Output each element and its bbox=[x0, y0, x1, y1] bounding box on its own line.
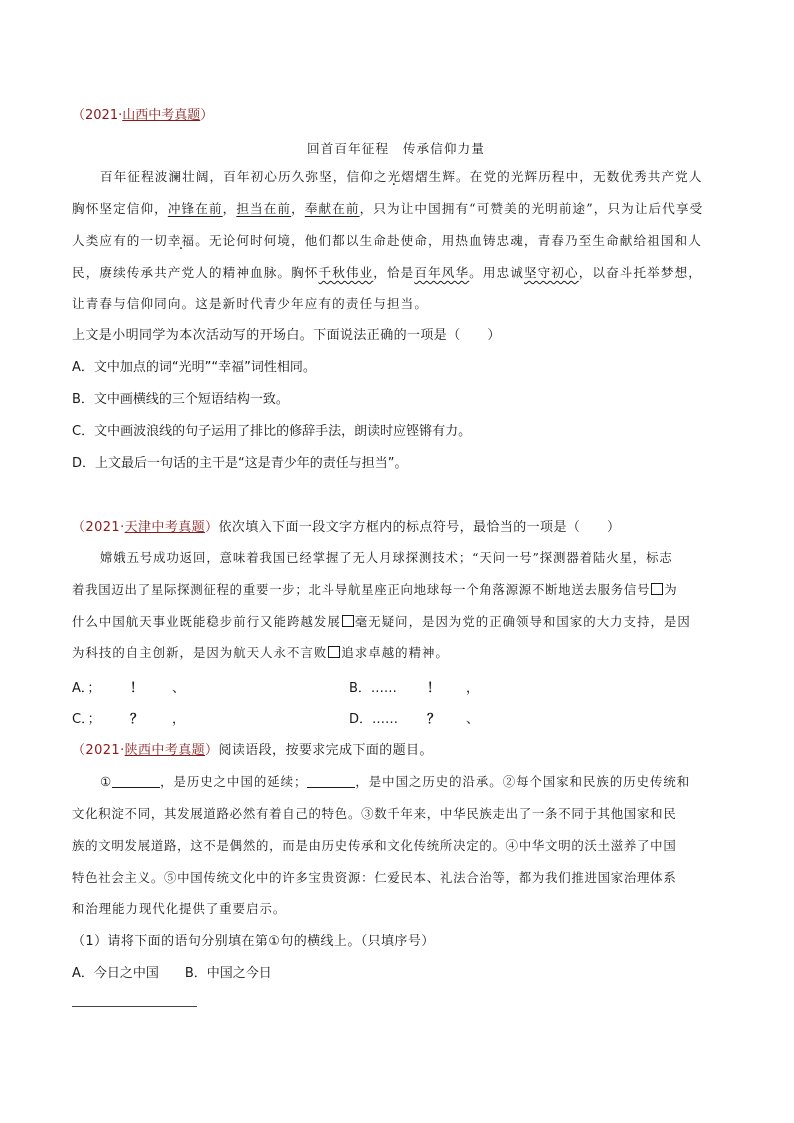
q1-source-city: 山西中考真题 bbox=[122, 108, 201, 123]
dotted-word-xingfu: 幸福 bbox=[167, 233, 196, 248]
wavy-phrase-2: 百年风华 bbox=[414, 265, 470, 280]
q1-option-d: D．上文最后一句话的主干是“这是青少年的责任与担当”。 bbox=[72, 456, 408, 471]
q1-stem: 上文是小明同学为本次活动写的开场白。下面说法正确的一项是（ ） bbox=[72, 328, 501, 343]
q3-passage-line-3: 族的文明发展道路，这不是偶然的，而是由历史传承和文化传统所决定的。④中华文明的沃土滋养了中国 bbox=[72, 838, 677, 853]
q1-option-b: B．文中画横线的三个短语结构一致。 bbox=[72, 392, 289, 407]
q3-stem: 阅读语段，按要求完成下面的题目。 bbox=[218, 743, 433, 758]
fill-blank-1[interactable] bbox=[112, 787, 160, 788]
q2-option-a-mark-2: 、 bbox=[172, 681, 186, 696]
q2-option-b-mark-1: ！ bbox=[427, 681, 441, 696]
underlined-phrase-2: 担当在前 bbox=[236, 201, 292, 216]
q1-passage-line-5: 让青春与信仰同向。这是新时代青少年应有的责任与担当。 bbox=[72, 296, 429, 311]
q2-option-d-mark-1: ？ bbox=[427, 712, 441, 727]
q2-passage-line-2: 着我国迈出了星际探测征程的重要一步；北斗导航星座正向地球每一个角落源源不断地送去服务信号 为 bbox=[72, 582, 678, 597]
wavy-phrase-1: 千秋伟业 bbox=[318, 265, 374, 280]
q3-subquestion-1: （1）请将下面的语句分别填在第①句的横线上。（只填序号） bbox=[72, 934, 435, 949]
q2-option-a-label: A．； bbox=[72, 681, 101, 696]
q2-option-a-mark-1: ！ bbox=[130, 681, 144, 696]
q1-passage-line-1: 百年征程波澜壮阔，百年初心历久弥坚，信仰之光熠熠生辉。在党的光辉历程中，无数优秀共产党人 bbox=[100, 169, 703, 184]
q1-option-a: A．文中加点的词“光明”“幸福”词性相同。 bbox=[72, 360, 316, 375]
wavy-phrase-3: 坚守初心 bbox=[523, 265, 579, 280]
q3-header bbox=[72, 739, 433, 758]
underlined-phrase-3: 奉献在前 bbox=[304, 201, 360, 216]
q2-option-d-label: D．…… bbox=[349, 712, 399, 727]
answer-line[interactable] bbox=[72, 1006, 197, 1007]
fill-blank-2[interactable] bbox=[307, 787, 355, 788]
punctuation-box-2 bbox=[342, 615, 354, 627]
q1-passage-line-3: 人类应有的一切幸福。无论何时何境，他们都以生命赴使命，用热血铸忠魂，青春乃至生命献给祖国和人 bbox=[72, 233, 702, 248]
q3-passage-line-4: 特色社会主义。⑤中国传统文化中的许多宝贵资源：仁爱民本、礼法合治等，都为我们推进国家治理体系 bbox=[72, 870, 677, 885]
q2-option-c-label: C．； bbox=[72, 712, 101, 727]
q1-option-c: C．文中画波浪线的句子运用了排比的修辞手法，朗读时应铿锵有力。 bbox=[72, 424, 472, 439]
q1-passage-line-4: 民，赓续传承共产党人的精神血脉。胸怀千秋伟业，恰是百年风华。用忠诚坚守初心，以奋斗托举梦想， bbox=[72, 265, 702, 280]
q2-stem: 依次填入下面一段文字方框内的标点符号，最恰当的一项是（ ） bbox=[218, 520, 621, 535]
q3-passage-line-2: 文化积淀不同，其发展道路必然有着自己的特色。③数千年来，中华民族走出了一条不同于其他国家和民 bbox=[72, 806, 677, 821]
q3-source-tag: （2021·陕西中考真题） bbox=[72, 743, 219, 758]
q1-passage-line-2: 胸怀坚定信仰，冲锋在前，担当在前，奉献在前，只为让中国拥有“可赞美的光明前途”，只为让后代享受 bbox=[72, 201, 704, 216]
underlined-phrase-1: 冲锋在前 bbox=[167, 201, 223, 216]
q2-passage-line-4: 为科技的自主创新，是因为航天人永不言败 追求卓越的精神。 bbox=[72, 645, 449, 660]
q2-option-c-mark-2: ， bbox=[172, 712, 186, 727]
q3-subquestion-1-options: A．今日之中国 B．中国之今日 bbox=[72, 966, 272, 981]
q2-option-c-mark-1: ？ bbox=[130, 712, 144, 727]
punctuation-box-1 bbox=[651, 583, 663, 595]
dotted-word-guangming: 光 bbox=[387, 169, 402, 184]
q2-passage-line-1: 嫦娥五号成功返回，意味着我国已经掌握了无人月球探测技术；“天问一号”探测器着陆火星，标志 bbox=[100, 550, 673, 565]
q1-passage-title: 回首百年征程 传承信仰力量 bbox=[307, 141, 486, 156]
q3-passage-line-1: ① ，是历史之中国的延续； ，是中国之历史的沿承。②每个国家和民族的历史传统和 bbox=[100, 774, 691, 789]
punctuation-box-3 bbox=[328, 646, 340, 658]
q2-option-b-mark-2: ， bbox=[466, 681, 480, 696]
q2-option-b-label: B．…… bbox=[349, 681, 397, 696]
q1-source-tag: （2021·山西中考真题） bbox=[72, 108, 214, 123]
q2-option-d-mark-2: 、 bbox=[466, 712, 480, 727]
q2-header bbox=[72, 516, 620, 535]
q2-passage-line-3: 什么中国航天事业既能稳步前行又能跨越发展 毫无疑问，是因为党的正确领导和国家的大力支持，是因 bbox=[72, 614, 691, 629]
q2-source-tag: （2021·天津中考真题） bbox=[72, 520, 219, 535]
q3-passage-line-5: 和治理能力现代化提供了重要启示。 bbox=[72, 901, 287, 916]
